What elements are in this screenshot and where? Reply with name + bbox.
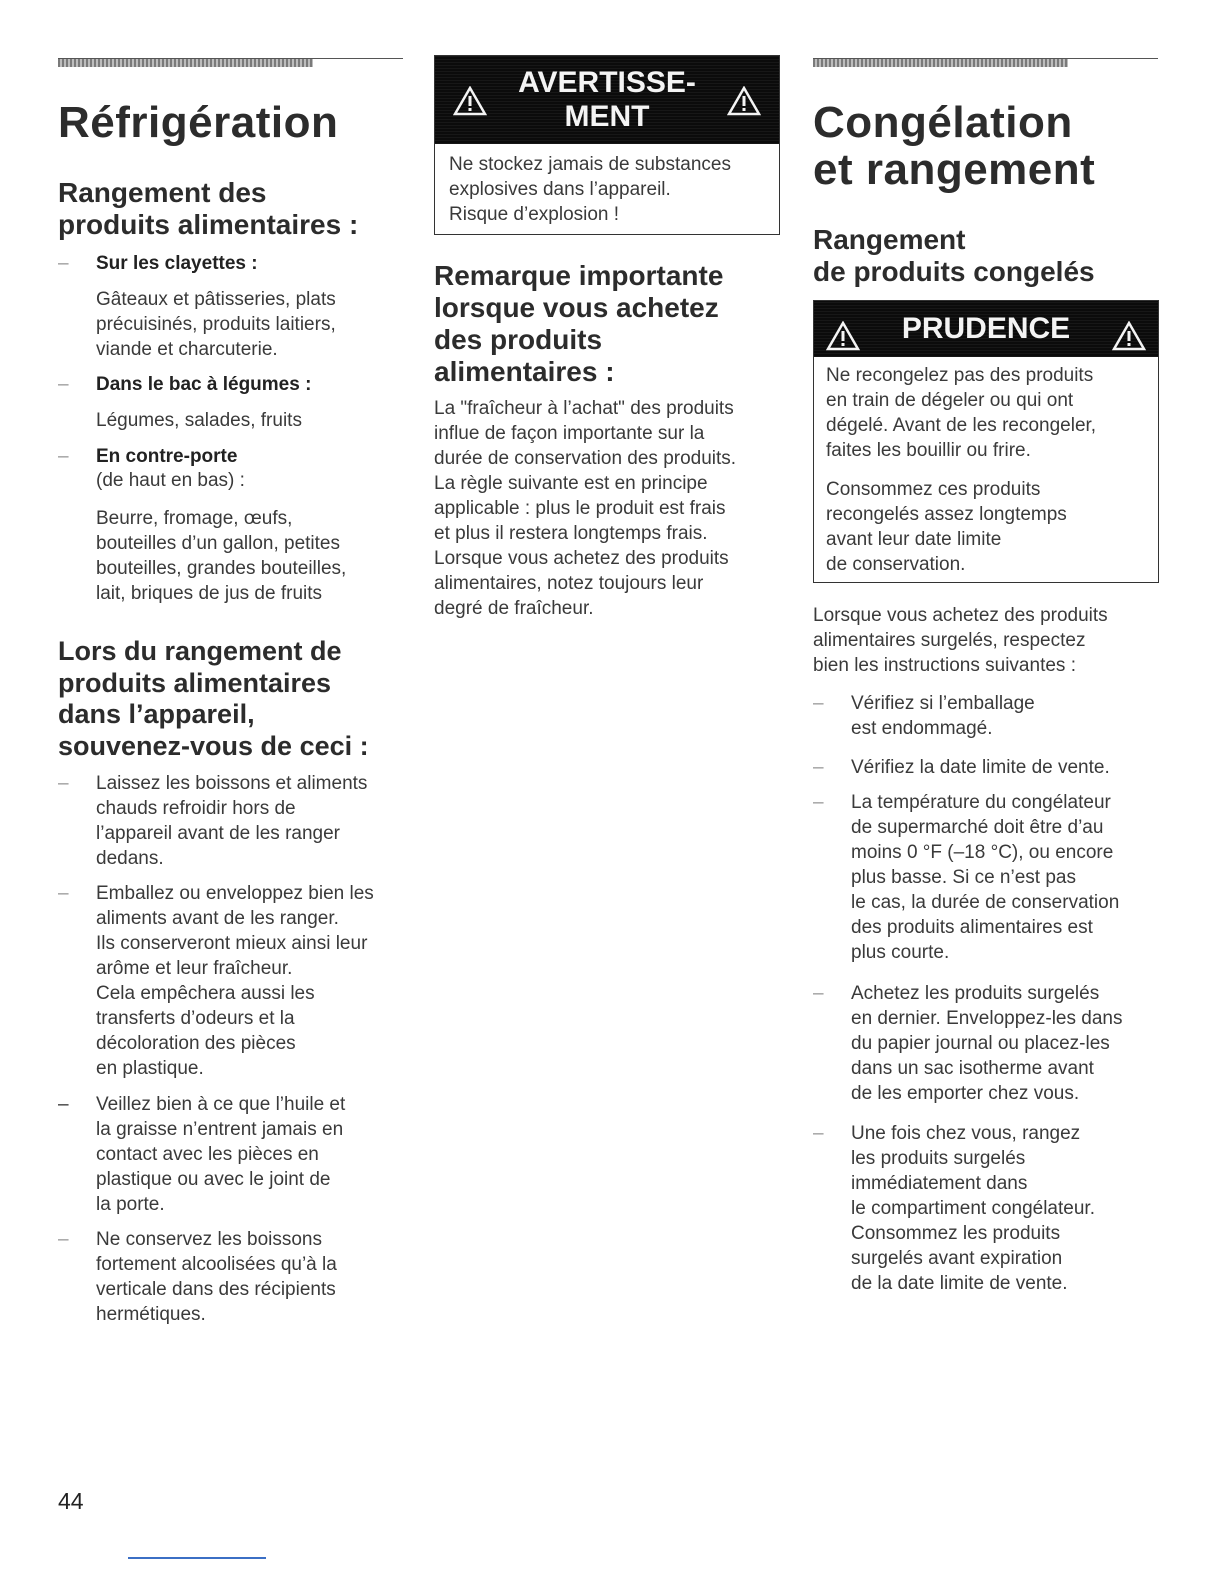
warning-triangle-icon: [1112, 314, 1146, 370]
item-text-bac-legumes: Légumes, salades, fruits: [96, 410, 302, 431]
item-text-clayettes: Gâteaux et pâtisseries, plats précuisinés, produits laitiers, viande et charcuterie.: [96, 289, 336, 360]
section-title-congelation-line1: Congélation: [813, 98, 1073, 147]
caution-title: PRUDENCE: [901, 312, 1071, 345]
dash-bullet: –: [58, 1094, 69, 1115]
dash-bullet: –: [58, 446, 69, 467]
paragraph-fraicheur: La "fraîcheur à l’achat" des produits influe de façon importante sur la durée de conservation des produits. La règle suivante est en principe applicable : plus le produit est frais et plus il restera longtemps frais. Lorsque vous achetez des produits alimentaires, notez toujours leur degré de fraîcheur.: [434, 398, 737, 619]
dash-bullet: –: [58, 253, 69, 274]
caution-text-1: Ne recongelez pas des produits en train de dégeler ou qui ont dégelé. Avant de les recongeler, faites les bouillir ou frire.: [826, 365, 1097, 461]
dash-bullet: –: [58, 773, 69, 794]
item-label-clayettes: Sur les clayettes :: [96, 253, 258, 274]
bullet-emballez: Emballez ou enveloppez bien les aliments avant de les ranger. Ils conserveront mieux ainsi leur arôme et leur fraîcheur. Cela empêchera aussi les transferts d’odeurs et la décoloration des pièces en plastique.: [96, 883, 374, 1079]
heading-rangement-congeles-line1: Rangement: [813, 224, 966, 255]
footer-line: [128, 1557, 266, 1559]
bullet-huile-graisse: Veillez bien à ce que l’huile et la graisse n’entrent jamais en contact avec les pièces en plastique ou avec le joint de la porte.: [96, 1094, 346, 1215]
warning-box: [434, 55, 780, 235]
warning-triangle-icon: [826, 314, 860, 370]
dash-bullet: –: [813, 983, 824, 1004]
dash-bullet: –: [58, 1229, 69, 1250]
bullet-temperature: La température du congélateur de supermarché doit être d’au moins 0 °F (–18 °C), ou encore plus basse. Si ce n’est pas le cas, la durée de conservation des produits alimentaires est plus courte.: [851, 792, 1120, 963]
dash-bullet: –: [813, 757, 824, 778]
item-text-contre-porte: Beurre, fromage, œufs, bouteilles d’un gallon, petites bouteilles, grandes bouteilles, lait, briques de jus de fruits: [96, 508, 347, 604]
caution-text-2: Consommez ces produits recongelés assez longtemps avant leur date limite de conservation.: [826, 479, 1067, 575]
item-label-contre-porte: En contre-porte: [96, 446, 238, 467]
warning-triangle-icon: [453, 86, 487, 124]
heading-rangement-line1: Rangement des: [58, 177, 267, 208]
bullet-emballage: Vérifiez si l’emballage est endommagé.: [851, 693, 1035, 739]
bullet-achetez-surgeles: Achetez les produits surgelés en dernier. Enveloppez-les dans du papier journal ou placez-les dans un sac isotherme avant de les emporter chez vous.: [851, 983, 1123, 1104]
page-number: 44: [58, 1488, 84, 1514]
dash-bullet: –: [58, 374, 69, 395]
heading-rangement-congeles-line2: de produits congelés: [813, 256, 1095, 287]
heading-rangement-line2: produits alimentaires :: [58, 209, 359, 240]
warning-triangle-icon: [727, 86, 761, 124]
heading-remarque-importante: Remarque importante lorsque vous achetez des produits alimentaires :: [434, 260, 724, 387]
bullet-chez-vous: Une fois chez vous, rangez les produits surgelés immédiatement dans le compartiment congélateur. Consommez les produits surgelés avant expiration de la date limite de vente.: [851, 1123, 1095, 1294]
warning-text: Ne stockez jamais de substances explosives dans l’appareil. Risque d’explosion !: [449, 154, 731, 225]
bullet-boissons-chaudes: Laissez les boissons et aliments chauds refroidir hors de l’appareil avant de les ranger dedans.: [96, 773, 368, 869]
caution-box: [813, 300, 1159, 583]
caution-header: [814, 301, 1158, 357]
dash-bullet: –: [813, 792, 824, 813]
bullet-boissons-alcoolisees: Ne conservez les boissons fortement alcoolisées qu’à la verticale dans des récipients hermétiques.: [96, 1229, 337, 1325]
warning-title-line2: MENT: [564, 100, 650, 133]
item-label-bac-legumes: Dans le bac à légumes :: [96, 374, 312, 395]
section-title-refrigeration: Réfrigération: [58, 98, 339, 147]
heading-lors-du-rangement: Lors du rangement de produits alimentaires dans l’appareil, souvenez-vous de ceci :: [58, 636, 369, 761]
item-label2-contre-porte: (de haut en bas) :: [96, 470, 245, 491]
section-title-congelation-line2: et rangement: [813, 145, 1096, 194]
warning-title-line1: AVERTISSE-: [518, 66, 696, 99]
paragraph-intro-surgeles: Lorsque vous achetez des produits alimentaires surgelés, respectez bien les instructions suivantes :: [813, 605, 1108, 676]
dash-bullet: –: [58, 883, 69, 904]
dash-bullet: –: [813, 693, 824, 714]
warning-header: [435, 56, 779, 144]
bullet-date-limite: Vérifiez la date limite de vente.: [851, 757, 1110, 778]
dash-bullet: –: [813, 1123, 824, 1144]
